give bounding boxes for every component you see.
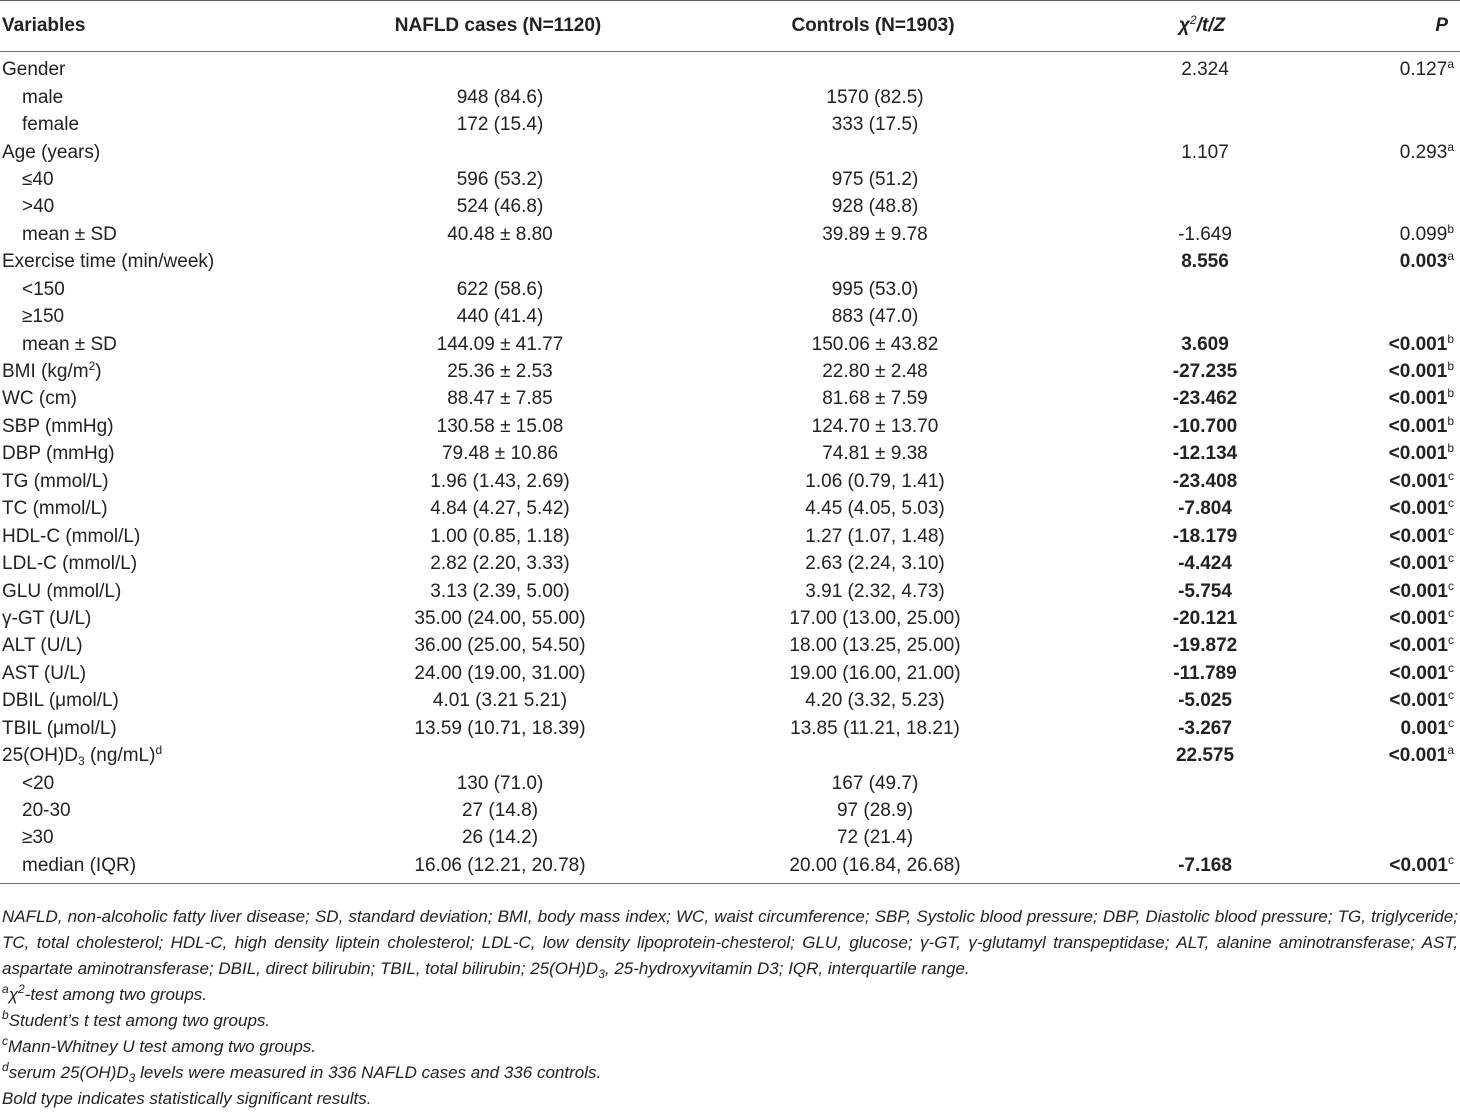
cell-controls: 1570 (82.5): [826, 86, 924, 108]
cell-nafld: 1.00 (0.85, 1.18): [430, 525, 570, 547]
cell-variable: AST (U/L): [2, 662, 87, 684]
cell-statistic: [1040, 111, 1310, 138]
cell-statistic: -7.168: [1040, 852, 1310, 884]
table-row: [0, 138, 1460, 165]
cell-controls: 72 (21.4): [836, 827, 914, 849]
cell-variable: Gender: [2, 59, 66, 81]
cell-statistic: [1040, 797, 1310, 824]
cell-controls: [710, 138, 1040, 165]
cell-controls: 17.00 (13.00, 25.00): [789, 607, 961, 629]
table-row: [0, 166, 1460, 193]
cell-nafld: 26 (14.2): [461, 827, 539, 849]
cell-controls: 975 (51.2): [831, 168, 919, 190]
table-row: [0, 715, 1460, 742]
cell-nafld: [290, 52, 710, 84]
cell-controls: [710, 248, 1040, 275]
cell-variable: female: [22, 114, 80, 136]
cell-statistic: -19.872: [1172, 635, 1238, 657]
table-row: [0, 221, 1460, 248]
cell-statistic: -27.235: [1172, 361, 1238, 383]
footnote-marker: c: [1448, 605, 1454, 620]
cell-variable: ≥30: [22, 827, 54, 849]
cell-nafld: 2.82 (2.20, 3.33): [430, 553, 570, 575]
cell-nafld: 35.00 (24.00, 55.00): [414, 607, 586, 629]
footnote-marker: c: [1448, 633, 1454, 648]
cell-variable: WC (cm): [2, 388, 77, 410]
cell-controls: [710, 52, 1040, 84]
header-test-statistic: [1040, 1, 1310, 52]
table-row: [0, 550, 1460, 577]
cell-nafld: 948 (84.6): [456, 86, 544, 108]
cell-controls: [710, 742, 1040, 769]
cell-nafld: 1.96 (1.43, 2.69): [430, 470, 570, 492]
footnote-marker: b: [1447, 221, 1454, 236]
cell-p-value: [1310, 303, 1460, 330]
table-body: [0, 52, 1460, 884]
footnote-marker: c: [1448, 551, 1454, 566]
header-variables: Variables: [0, 1, 290, 52]
cell-p-value: [1310, 769, 1460, 796]
cell-p-value: <0.001$^b$: [1388, 386, 1454, 410]
cell-controls: 22.80 ± 2.48: [822, 361, 928, 383]
header-nafld-cases: NAFLD cases (N=1120): [290, 1, 710, 52]
footnote-marker: a: [1447, 139, 1454, 154]
cell-variable: HDL-C (mmol/L): [2, 525, 141, 547]
cell-nafld: 16.06 (12.21, 20.78): [290, 852, 710, 884]
cell-statistic: -5.025: [1178, 690, 1232, 712]
cell-nafld: 88.47 ± 7.85: [447, 388, 553, 410]
cell-p-value: [1310, 166, 1460, 193]
cell-controls: 2.63 (2.24, 3.10): [805, 553, 945, 575]
cell-controls: 4.20 (3.32, 5.23): [805, 690, 945, 712]
cell-p-value: [1310, 193, 1460, 220]
table-row: [0, 687, 1460, 714]
cell-controls: 883 (47.0): [831, 306, 919, 328]
cell-p-value: <0.001$^c$: [1310, 852, 1460, 884]
table-row: [0, 330, 1460, 357]
cell-nafld: 524 (46.8): [456, 196, 544, 218]
cell-variable: Age (years): [2, 141, 101, 163]
cell-variable: 20-30: [22, 800, 71, 822]
table-row: [0, 52, 1460, 84]
cell-statistic: -3.267: [1178, 717, 1232, 739]
cell-controls: 18.00 (13.25, 25.00): [789, 635, 961, 657]
table-row: [0, 769, 1460, 796]
cell-controls: 20.00 (16.84, 26.68): [710, 852, 1040, 884]
footnote-marker: c: [1448, 578, 1454, 593]
cell-statistic: -23.408: [1172, 470, 1238, 492]
cell-p-value: 0.127$^a$: [1399, 57, 1454, 81]
cell-variable: male: [22, 86, 64, 108]
header-p-value: P: [1310, 1, 1460, 52]
cell-variable: mean ± SD: [22, 223, 117, 245]
cell-p-value: [1310, 797, 1460, 824]
cell-nafld: 79.48 ± 10.86: [441, 443, 559, 465]
cell-statistic: [1040, 166, 1310, 193]
cell-controls: 928 (48.8): [831, 196, 919, 218]
cell-nafld: 4.01 (3.21 5.21): [432, 690, 568, 712]
cell-nafld: 24.00 (19.00, 31.00): [414, 662, 586, 684]
footnote-marker: b: [1447, 386, 1454, 401]
cell-statistic: 8.556: [1181, 251, 1229, 273]
cell-p-value: [1310, 276, 1460, 303]
cell-controls: 13.85 (11.21, 18.21): [790, 717, 960, 739]
footnote-d: $^d$serum $25(OH)D_3$ levels were measured in 336 NAFLD cases and 336 controls.: [2, 1060, 602, 1085]
header-stat-text: $\chi^2/t/Z$: [1178, 13, 1226, 36]
cell-statistic: [1040, 193, 1310, 220]
cell-variable: TG (mmol/L): [2, 470, 109, 492]
cell-p-value: [1310, 824, 1460, 851]
cell-controls: 995 (53.0): [831, 278, 919, 300]
cell-p-value: <0.001$^c$: [1389, 468, 1454, 492]
cell-statistic: [1040, 83, 1310, 110]
cell-p-value: <0.001$^c$: [1389, 523, 1454, 547]
table-row: [0, 440, 1460, 467]
footnote-marker: c: [1448, 688, 1454, 703]
cell-statistic: -12.134: [1172, 443, 1238, 465]
cell-controls: 333 (17.5): [831, 114, 919, 136]
cell-p-value: <0.001$^b$: [1388, 331, 1454, 355]
cell-statistic: [1040, 769, 1310, 796]
cell-controls: 124.70 ± 13.70: [811, 415, 939, 437]
table-row: [0, 83, 1460, 110]
cell-p-value: <0.001$^c$: [1389, 496, 1454, 520]
footnote-marker: b: [1447, 441, 1454, 456]
cell-variable: BMI $(kg/m^2)$: [2, 359, 102, 383]
cell-p-value: [1310, 83, 1460, 110]
table-row: [0, 522, 1460, 549]
cell-statistic: 3.609: [1181, 333, 1229, 355]
cell-controls: 167 (49.7): [831, 772, 919, 794]
cell-variable: TC (mmol/L): [2, 498, 108, 520]
cell-variable: TBIL (μmol/L): [2, 717, 117, 739]
cell-variable: ≥150: [22, 306, 65, 328]
cell-nafld: 3.13 (2.39, 5.00): [430, 580, 570, 602]
cell-statistic: -18.179: [1172, 525, 1238, 547]
footnote-marker: a: [1447, 249, 1454, 264]
cell-p-value: <0.001$^b$: [1388, 441, 1454, 465]
footnote-c: $^c$Mann-Whitney U test among two groups.: [2, 1034, 317, 1056]
table-row: [0, 385, 1460, 412]
cell-p-value: <0.001$^b$: [1388, 359, 1454, 383]
cell-p-value: <0.001$^c$: [1389, 660, 1454, 684]
table-row: [0, 413, 1460, 440]
cell-statistic: [1040, 824, 1310, 851]
cell-p-value: 0.001$^c$: [1400, 715, 1454, 739]
header-controls: Controls (N=1903): [710, 1, 1040, 52]
footnote-marker: b: [1447, 359, 1454, 374]
cell-variable: Exercise time (min/week): [2, 251, 215, 273]
cell-nafld: 40.48 ± 8.80: [447, 223, 553, 245]
cell-statistic: -10.700: [1172, 415, 1238, 437]
cell-statistic: -4.424: [1178, 553, 1232, 575]
cell-statistic: -7.804: [1178, 498, 1232, 520]
cell-nafld: 144.09 ± 41.77: [436, 333, 564, 355]
cell-nafld: [290, 742, 710, 769]
cell-nafld: 27 (14.8): [461, 800, 539, 822]
cell-nafld: 36.00 (25.00, 54.50): [414, 635, 586, 657]
cell-p-value: <0.001$^c$: [1389, 605, 1454, 629]
header-row: [0, 1, 1460, 52]
cell-controls: 19.00 (16.00, 21.00): [789, 662, 961, 684]
table-row: [0, 276, 1460, 303]
cell-statistic: 2.324: [1181, 59, 1229, 81]
cell-variable: DBIL (μmol/L): [2, 690, 119, 712]
cell-controls: 81.68 ± 7.59: [822, 388, 928, 410]
cell-controls: 3.91 (2.32, 4.73): [805, 580, 945, 602]
table-row: [0, 632, 1460, 659]
footnote-marker: c: [1448, 523, 1454, 538]
cell-nafld: [290, 138, 710, 165]
cell-variable: ≤40: [22, 168, 54, 190]
footnote-marker: c: [1448, 852, 1454, 867]
cell-p-value: <0.001$^b$: [1388, 413, 1454, 437]
cell-p-value: <0.001$^c$: [1389, 551, 1454, 575]
cell-controls: 150.06 ± 43.82: [811, 333, 939, 355]
table-row: [0, 660, 1460, 687]
footnote-marker: c: [1448, 496, 1454, 511]
cell-statistic: -5.754: [1178, 580, 1232, 602]
table-row: [0, 824, 1460, 851]
cell-p-value: <0.001$^c$: [1389, 688, 1454, 712]
table-row: [0, 468, 1460, 495]
cell-nafld: 4.84 (4.27, 5.42): [430, 498, 570, 520]
cell-nafld: 172 (15.4): [456, 114, 544, 136]
cell-variable: <150: [22, 278, 65, 300]
cell-p-value: 0.003$^a$: [1399, 249, 1454, 273]
cell-controls: 1.27 (1.07, 1.48): [805, 525, 945, 547]
table-row: [0, 248, 1460, 275]
footnote-marker: a: [1447, 57, 1454, 72]
cell-p-value: <0.001$^c$: [1389, 578, 1454, 602]
cell-variable: mean ± SD: [22, 333, 117, 355]
table-row: [0, 797, 1460, 824]
cell-statistic: -1.649: [1178, 223, 1232, 245]
table-row: [0, 193, 1460, 220]
cell-p-value: <0.001$^a$: [1388, 743, 1454, 767]
cell-variable: ALT (U/L): [2, 635, 83, 657]
footnote-marker: c: [1448, 715, 1454, 730]
cell-p-value: [1310, 111, 1460, 138]
cell-statistic: [1040, 276, 1310, 303]
cell-p-value: 0.099$^b$: [1399, 221, 1454, 245]
cell-variable: LDL-C (mmol/L): [2, 553, 138, 575]
table-row: [0, 742, 1460, 769]
table-row: [0, 495, 1460, 522]
table-row: [0, 852, 1460, 884]
table-row: [0, 577, 1460, 604]
cell-statistic: 22.575: [1175, 745, 1235, 767]
cell-variable: >40: [22, 196, 55, 218]
cell-statistic: -20.121: [1172, 607, 1238, 629]
cell-nafld: 130.58 ± 15.08: [436, 415, 564, 437]
cell-variable: GLU (mmol/L): [2, 580, 122, 602]
cell-nafld: 13.59 (10.71, 18.39): [414, 717, 586, 739]
table-row: [0, 358, 1460, 385]
table-notes: [2, 904, 1458, 1112]
cell-variable: DBP (mmHg): [2, 443, 115, 465]
cell-nafld: [290, 248, 710, 275]
cell-nafld: 622 (58.6): [456, 278, 544, 300]
footnote-a: $^a\chi^2$-test among two groups.: [2, 982, 208, 1004]
cell-nafld: 596 (53.2): [456, 168, 544, 190]
cell-statistic: -23.462: [1172, 388, 1238, 410]
cell-p-value: 0.293$^a$: [1399, 139, 1454, 163]
footnote-marker: a: [1447, 743, 1454, 758]
footnote-marker: c: [1448, 660, 1454, 675]
cell-nafld: 130 (71.0): [456, 772, 544, 794]
cell-variable: SBP (mmHg): [2, 415, 114, 437]
cell-statistic: -11.789: [1173, 662, 1237, 684]
cell-controls: 1.06 (0.79, 1.41): [805, 470, 945, 492]
cell-controls: 74.81 ± 9.38: [822, 443, 928, 465]
cell-statistic: [1040, 303, 1310, 330]
cell-variable: γ-GT (U/L): [2, 607, 92, 629]
cell-variable: <20: [22, 772, 55, 794]
abbreviations-note: NAFLD, non-alcoholic fatty liver disease; SD, standard deviation; BMI, body mass index; WC, waist circumference; SBP, Systolic blood pressure; DBP, Diastolic blood pressure; TG, triglyceride; TC, total cholesterol; HDL-C, high density liptein cholesterol; LDL-C, low density lipoprotein-chesterol; GLU, glucose; γ-GT, γ-glutamyl transpeptidase; ALT, alanine aminotransferase; AST, aspartate aminotransferase; DBIL, direct bilirubin; TBIL, total bilirubin; $25(OH)D_3$, 25-hydroxyvitamin D3; IQR, interquartile range.: [2, 907, 1458, 981]
bold-type-note: Bold type indicates statistically significant results.: [2, 1089, 372, 1108]
table-row: [0, 111, 1460, 138]
footnote-marker: c: [1448, 468, 1454, 483]
cell-controls: 39.89 ± 9.78: [822, 223, 928, 245]
cell-p-value: <0.001$^c$: [1389, 633, 1454, 657]
table-row: [0, 605, 1460, 632]
footnote-marker: b: [1447, 331, 1454, 346]
cell-variable: median (IQR): [0, 852, 290, 884]
footnote-marker: b: [1447, 413, 1454, 428]
cell-controls: 97 (28.9): [836, 800, 914, 822]
cell-controls: 4.45 (4.05, 5.03): [805, 498, 945, 520]
table-row: [0, 303, 1460, 330]
cell-statistic: 1.107: [1181, 141, 1229, 163]
table-header: [0, 1, 1460, 52]
cell-nafld: 25.36 ± 2.53: [447, 361, 553, 383]
footnote-b: $^b$Student’s t test among two groups.: [2, 1008, 271, 1030]
cell-variable: $25(OH)D_3$ $(ng/mL)^d$: [2, 743, 163, 769]
cell-nafld: 440 (41.4): [456, 306, 544, 328]
